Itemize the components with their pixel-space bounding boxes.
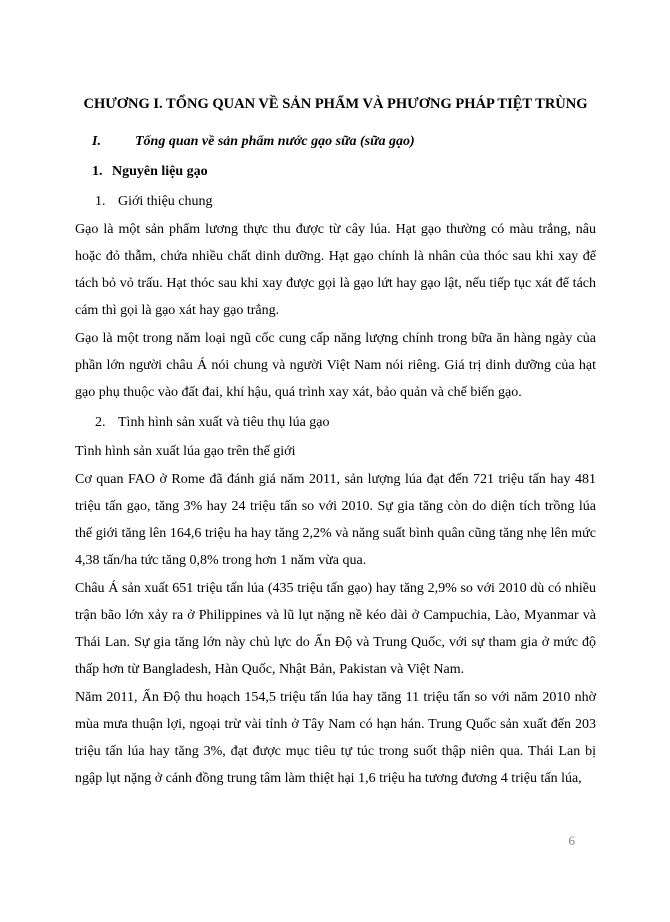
page-content: [75, 88, 596, 792]
chapter-title: CHƯƠNG I. TỔNG QUAN VỀ SẢN PHẨM VÀ PHƯƠNG PHÁP TIỆT TRÙNG: [83, 96, 588, 112]
subheading-number: 2.: [95, 415, 106, 430]
subheading-text: Giới thiệu chung: [118, 194, 213, 209]
subheading-introduction: [75, 188, 596, 215]
section-heading-overview: [75, 128, 596, 155]
heading-number: 1.: [92, 164, 103, 179]
subheading-text: Tình hình sản xuất và tiêu thụ lúa gạo: [118, 415, 330, 430]
heading-rice-material: [75, 158, 596, 185]
paragraph-rice-nutrition: Gạo là một trong năm loại ngũ cốc cung cấp năng lượng chính trong bữa ăn hàng ngày của phần lớn người châu Á nói chung và người Việt Nam nói riêng. Giá trị dinh dưỡng của hạt gạo phụ thuộc vào đất đai, khí hậu, quá trình xay xát, bảo quản và chế biến gạo.: [75, 331, 596, 400]
paragraph-asia-production: Châu Á sản xuất 651 triệu tấn lúa (435 triệu tấn gạo) hay tăng 2,9% so với 2010 dù có nhiều trận bão lớn xảy ra ở Philippines và lũ lụt nặng nề kéo dài ở Campuchia, Lào, Myanmar và Thái Lan. Sự gia tăng lớn này chủ lực do Ấn Độ và Trung Quốc, với sự tham gia ở mức độ thấp hơn từ Bangladesh, Hàn Quốc, Nhật Bản, Pakistan và Việt Nam.: [75, 581, 596, 677]
page-number: 6: [568, 833, 575, 848]
subheading-number: 1.: [95, 194, 106, 209]
heading-text: Nguyên liệu gạo: [112, 164, 208, 179]
section-number: I.: [92, 134, 101, 149]
paragraph-india-china-thailand: Năm 2011, Ấn Độ thu hoạch 154,5 triệu tấn lúa hay tăng 11 triệu tấn so với năm 2010 nhờ mùa mưa thuận lợi, ngoại trừ vài tỉnh ở Tây Nam có hạn hán. Trung Quốc sản xuất đến 203 triệu tấn lúa hay tăng 3%, đạt được mục tiêu tự túc trong suốt thập niên qua. Thái Lan bị ngập lụt nặng ở cánh đồng trung tâm làm thiệt hại 1,6 triệu ha tương đương 4 triệu tấn lúa,: [75, 690, 596, 786]
line-world-production: Tình hình sản xuất lúa gạo trên thế giới: [75, 444, 296, 459]
paragraph-fao-2011: Cơ quan FAO ở Rome đã đánh giá năm 2011, sản lượng lúa đạt đến 721 triệu tấn hay 481 triệu tấn gạo, tăng 3% hay 24 triệu tấn so với 2010. Sự gia tăng còn do diện tích trồng lúa thế giới tăng lên 164,6 triệu ha hay tăng 2,2% và năng suất bình quân cũng tăng nhẹ lên mức 4,38 tấn/ha tức tăng 0,8% trong hơn 1 năm vừa qua.: [75, 472, 596, 568]
paragraph-rice-description: Gạo là một sản phẩm lương thực thu được từ cây lúa. Hạt gạo thường có màu trắng, nâu hoặc đỏ thẫm, chứa nhiều chất dinh dưỡng. Hạt gạo chính là nhân của thóc sau khi xay để tách bỏ vỏ trấu. Hạt thóc sau khi xay được gọi là gạo lứt hay gạo lật, nếu tiếp tục xát để tách cám thì gọi là gạo xát hay gạo trắng.: [75, 222, 596, 318]
subheading-production: [75, 409, 596, 436]
section-title-text: Tổng quan về sản phẩm nước gạo sữa (sữa gạo): [135, 134, 415, 149]
